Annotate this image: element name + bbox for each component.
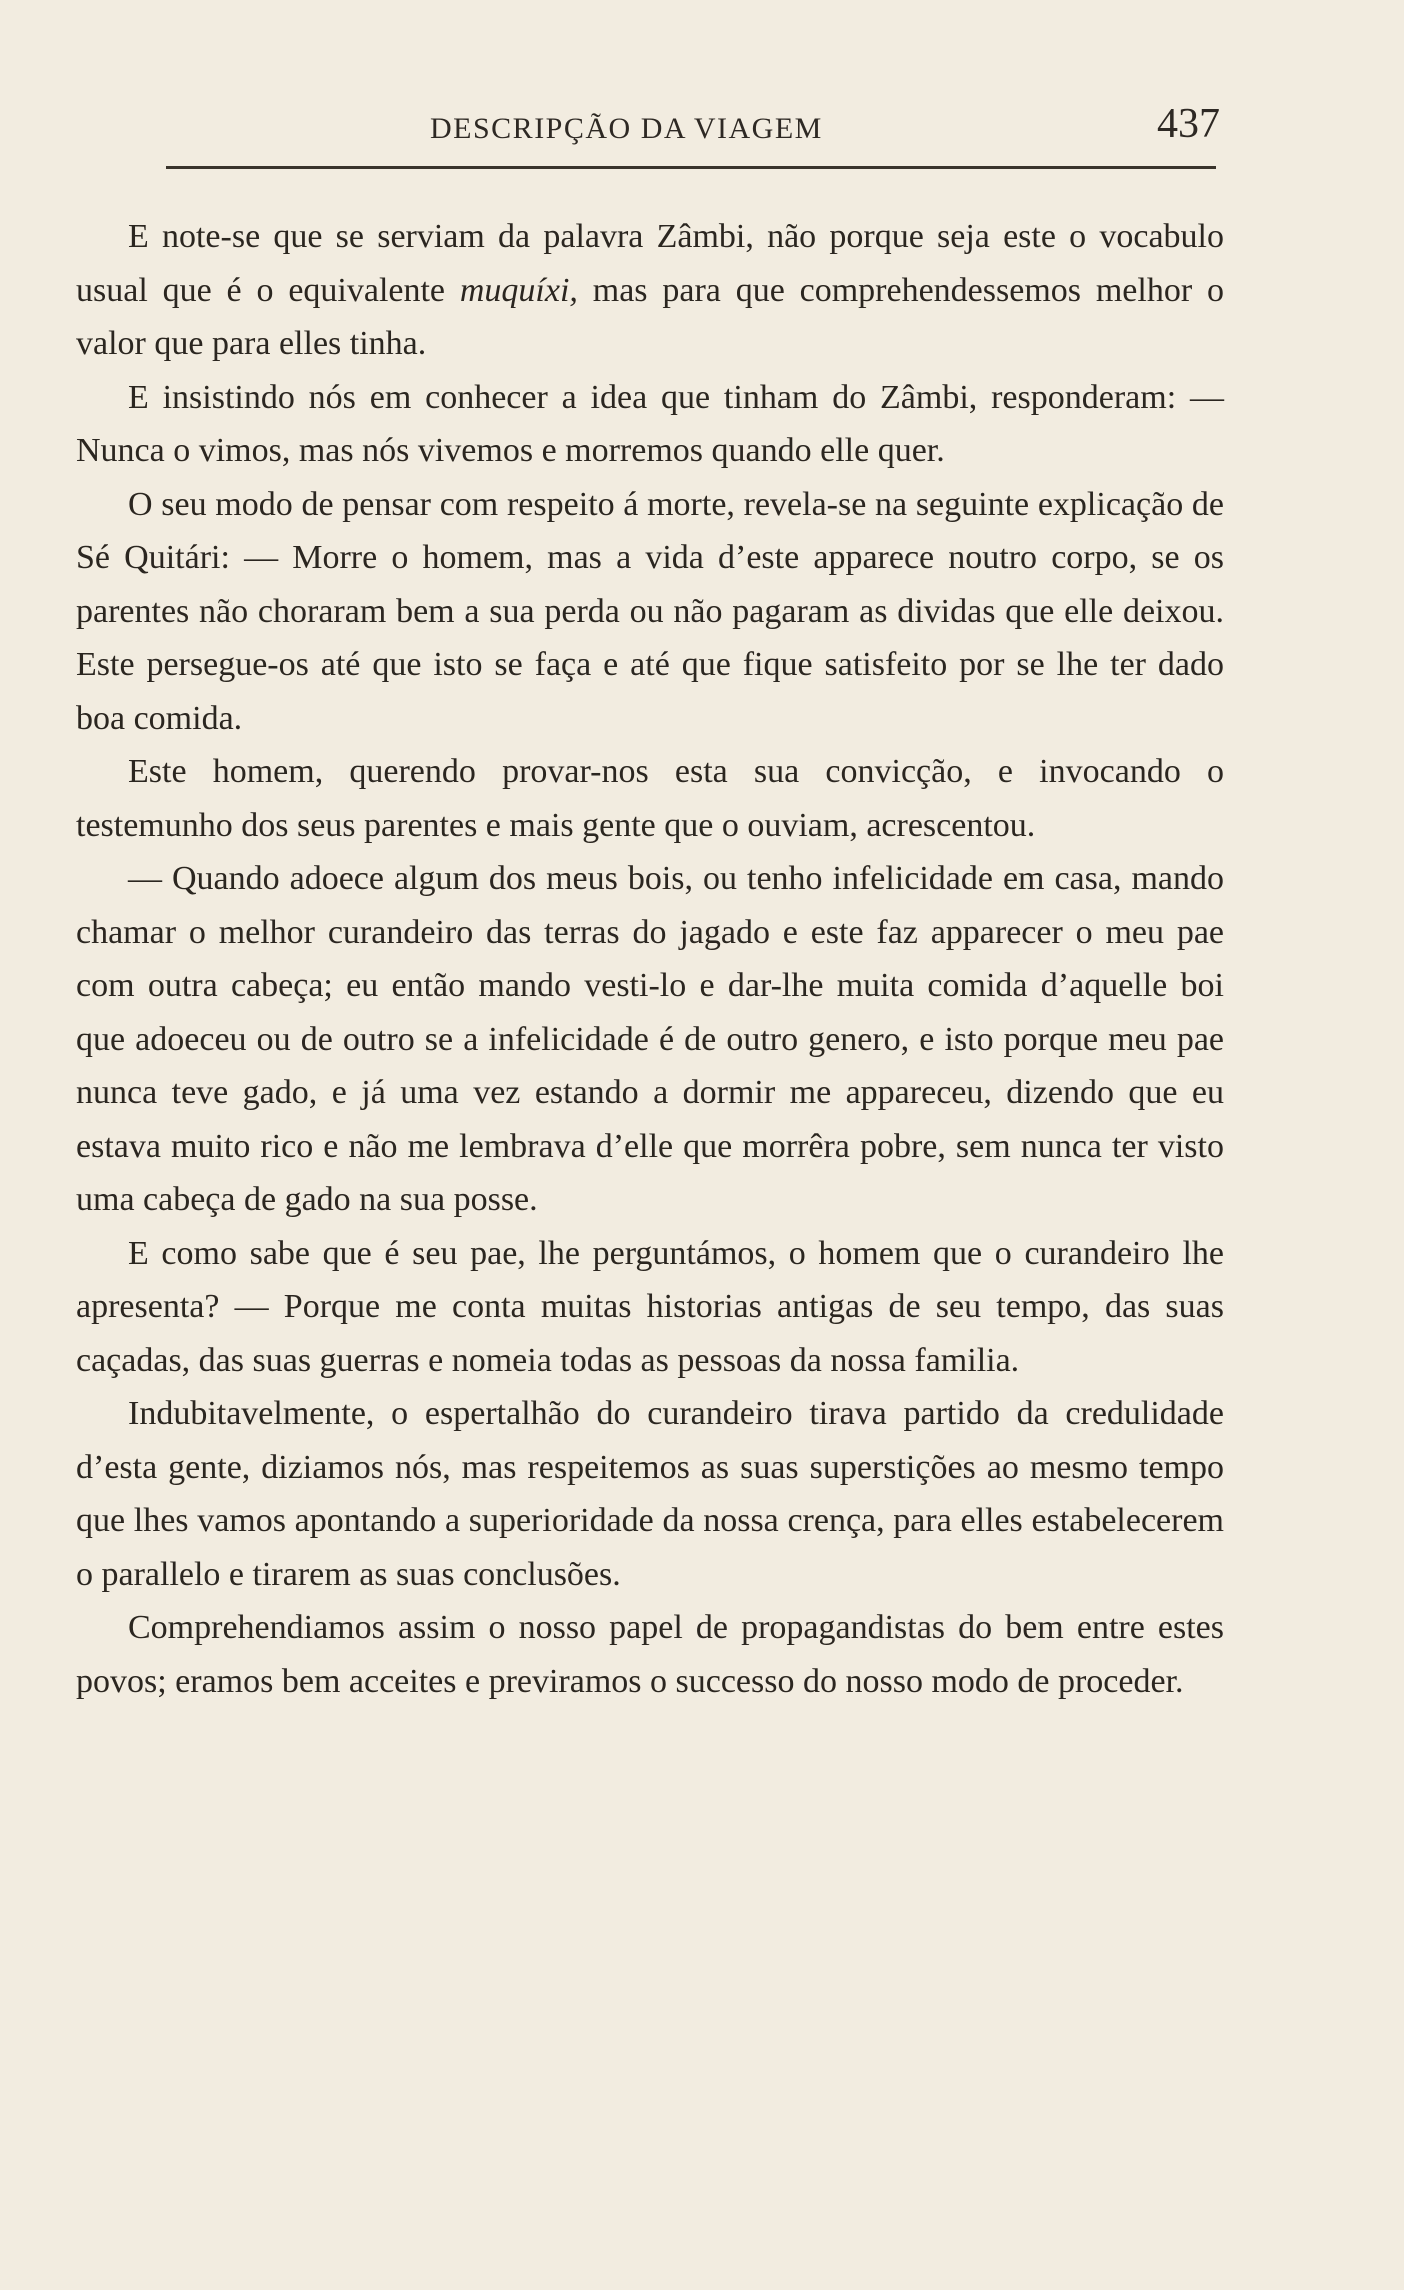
running-title: DESCRIPÇÃO DA VIAGEM [430, 112, 823, 145]
body-text [76, 210, 1224, 1708]
running-head [0, 100, 1404, 160]
paragraph-3: O seu modo de pensar com respeito á morte, revela-se na seguinte explicação de Sé Quitári: — Morre o homem, mas a vida d’este apparece noutro corpo, se os parentes não choraram bem a sua perda ou não pagaram as dividas que elle deixou. Este persegue-os até que isto se faça e até que fique satisfeito por se lhe ter dado boa comida. [76, 485, 1224, 737]
paragraph-4: Este homem, querendo provar-nos esta sua convicção, e invocando o testemunho dos seus parentes e mais gente que o ouviam, acrescentou. [76, 753, 1224, 844]
paragraph-1 [76, 210, 1224, 371]
paragraph-2: E insistindo nós em conhecer a idea que tinham do Zâmbi, responderam: — Nunca o vimos, mas nós vivemos e morremos quando elle quer. [76, 378, 1224, 469]
paragraph-1-text-a: E note-se que se serviam da palavra Zâmbi, não porque seja este o vocabulo usual que é o equivalente [76, 218, 1224, 309]
paragraph-5: — Quando adoece algum dos meus bois, ou tenho infelicidade em casa, mando chamar o melhor curandeiro das terras do jagado e este faz apparecer o meu pae com outra cabeça; eu então mando vesti-lo e dar-lhe muita comida d’aquelle boi que adoeceu ou de outro se a infelicidade é de outro genero, e isto porque meu pae nunca teve gado, e já uma vez estando a dormir me appareceu, dizendo que eu estava muito rico e não me lembrava d’elle que morrêra pobre, sem nunca ter visto uma cabeça de gado na sua posse. [76, 860, 1224, 1218]
paragraph-7: Indubitavelmente, o espertalhão do curandeiro tirava partido da credulidade d’esta gente, diziamos nós, mas respeitemos as suas superstições ao mesmo tempo que lhes vamos apontando a superioridade da nossa crença, para elles estabelecerem o parallelo e tirarem as suas conclusões. [76, 1395, 1224, 1593]
italic-term: muquíxi, [459, 271, 578, 309]
paragraph-8: Comprehendiamos assim o nosso papel de propagandistas do bem entre estes povos; eramos bem acceites e previramos o successo do nosso modo de proceder. [76, 1609, 1224, 1700]
paragraph-6: E como sabe que é seu pae, lhe perguntámos, o homem que o curandeiro lhe apresenta? — Porque me conta muitas historias antigas de seu tempo, das suas caçadas, das suas guerras e nomeia todas as pessoas da nossa familia. [76, 1234, 1224, 1379]
paragraph-1-text-b: mas para que comprehendessemos melhor o valor que para elles tinha. [76, 271, 1224, 362]
header-rule [166, 166, 1216, 169]
page-number: 437 [1157, 101, 1220, 147]
